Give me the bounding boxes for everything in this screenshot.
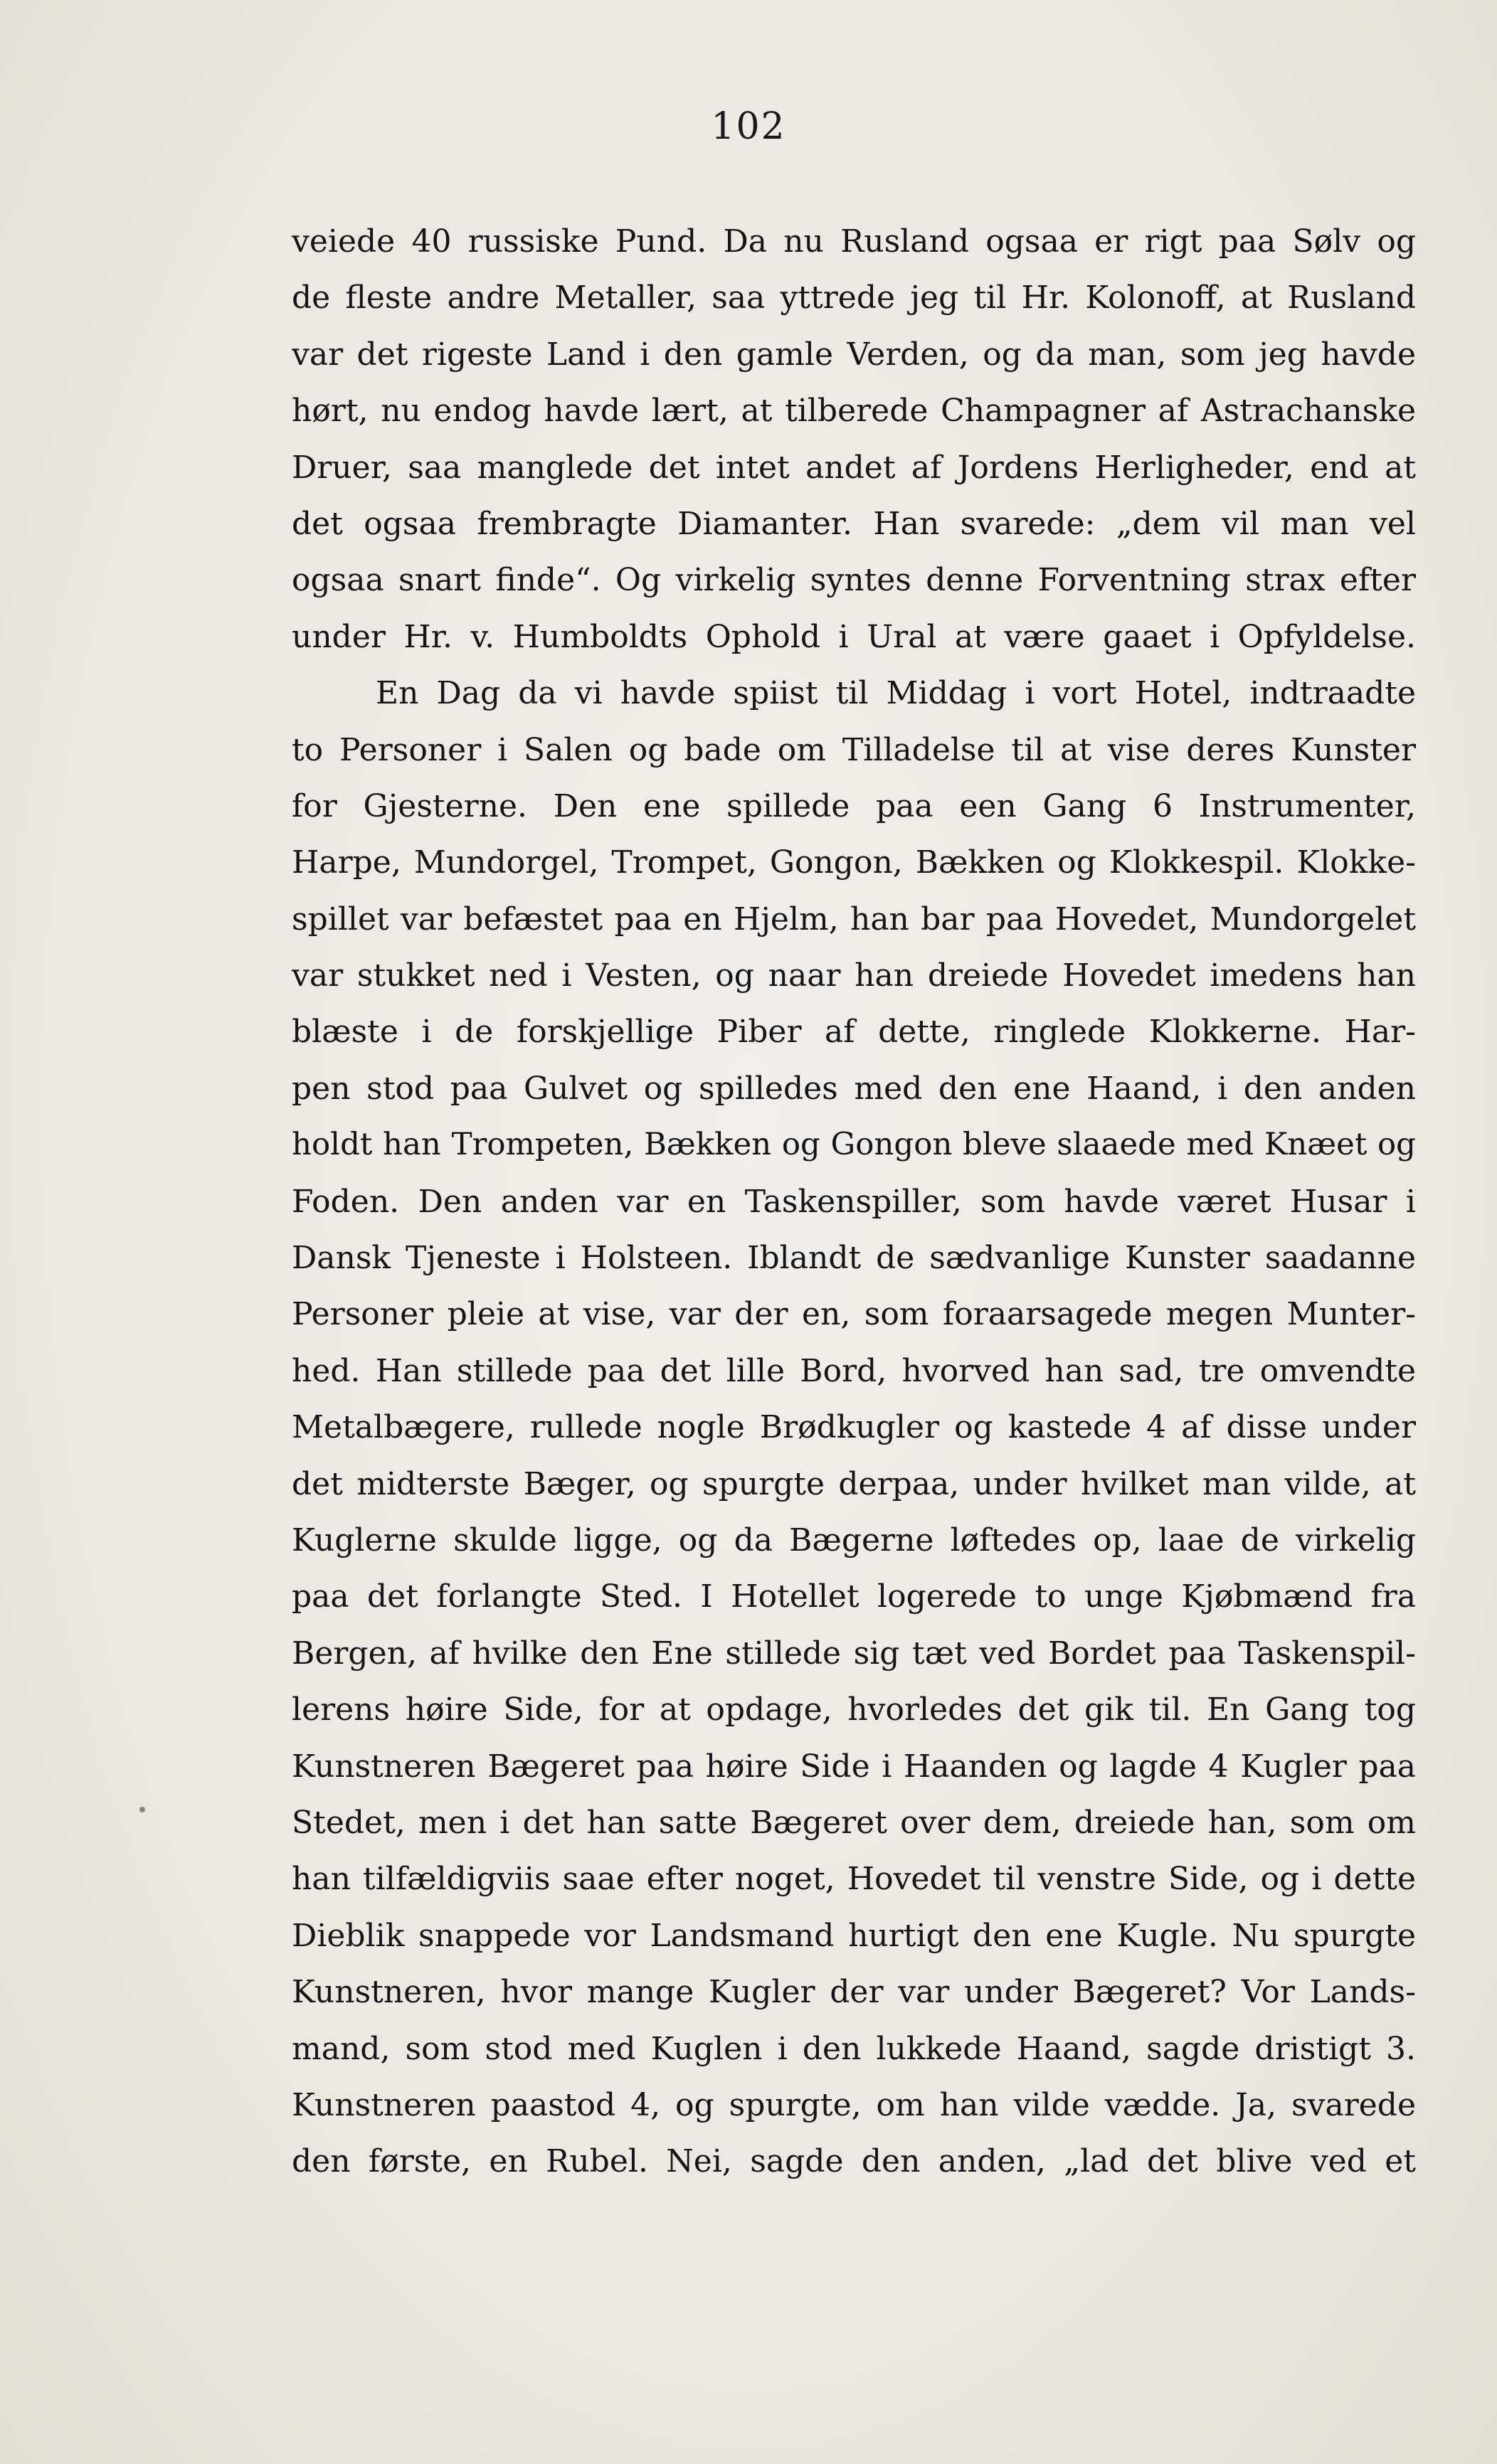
text-line: Druer, saa manglede det intet andet af Jordens Herligheder, end at xyxy=(292,449,1416,486)
text-line: ogsaa snart finde“. Og virkelig syntes denne Forventning strax efter xyxy=(292,562,1416,599)
text-line: spillet var befæstet paa en Hjelm, han bar paa Hovedet, Mundorgelet xyxy=(292,901,1416,938)
text-line: han tilfældigviis saae efter noget, Hovedet til venstre Side, og i dette xyxy=(292,1861,1416,1898)
text-line: under Hr. v. Humboldts Ophold i Ural at være gaaet i Opfyldelse. xyxy=(292,618,1416,655)
text-line: den første, en Rubel. Nei, sagde den anden, „lad det blive ved et xyxy=(292,2143,1416,2180)
text-line: Kuglerne skulde ligge, og da Bægerne løftedes op, laae de virkelig xyxy=(292,1522,1416,1558)
text-line: paa det forlangte Sted. I Hotellet logerede to unge Kjøbmænd fra xyxy=(292,1578,1416,1615)
text-line: det ogsaa frembragte Diamanter. Han svarede: „dem vil man vel xyxy=(292,505,1416,542)
text-line: veiede 40 russiske Pund. Da nu Rusland ogsaa er rigt paa Sølv og xyxy=(292,223,1416,260)
text-line: Dansk Tjeneste i Holsteen. Iblandt de sædvanlige Kunster saadanne xyxy=(292,1240,1416,1277)
text-line: Kunstneren paastod 4, og spurgte, om han vilde vædde. Ja, svarede xyxy=(292,2086,1416,2123)
text-line: blæste i de forskjellige Piber af dette, ringlede Klokkerne. Har- xyxy=(292,1014,1416,1051)
text-line: En Dag da vi havde spiist til Middag i vort Hotel, indtraadte xyxy=(376,675,1416,712)
text-line: Kunstneren Bægeret paa høire Side i Haanden og lagde 4 Kugler paa xyxy=(292,1748,1416,1785)
text-line: hørt, nu endog havde lært, at tilberede Champagner af Astrachanske xyxy=(292,393,1416,430)
text-line: pen stod paa Gulvet og spilledes med den ene Haand, i den anden xyxy=(292,1070,1416,1107)
text-line: hed. Han stillede paa det lille Bord, hvorved han sad, tre omvendte xyxy=(292,1352,1416,1389)
text-line: holdt han Trompeten, Bækken og Gongon bleve slaaede med Knæet og xyxy=(292,1127,1416,1163)
text-line: lerens høire Side, for at opdage, hvorledes det gik til. En Gang tog xyxy=(292,1692,1416,1728)
text-line: to Personer i Salen og bade om Tilladelse til at vise deres Kunster xyxy=(292,731,1416,768)
body-text xyxy=(292,213,1416,2190)
text-line: det midterste Bæger, og spurgte derpaa, under hvilket man vilde, at xyxy=(292,1465,1416,1502)
text-line: Stedet, men i det han satte Bægeret over dem, dreiede han, som om xyxy=(292,1804,1416,1841)
text-line: for Gjesterne. Den ene spillede paa een Gang 6 Instrumenter, xyxy=(292,787,1416,824)
text-line: Kunstneren, hvor mange Kugler der var under Bægeret? Vor Lands- xyxy=(292,1974,1416,2011)
text-line: mand, som stod med Kuglen i den lukkede Haand, sagde dristigt 3. xyxy=(292,2030,1416,2067)
text-line: var det rigeste Land i den gamle Verden, og da man, som jeg havde xyxy=(292,336,1416,373)
text-line: Bergen, af hvilke den Ene stillede sig tæt ved Bordet paa Taskenspil- xyxy=(292,1635,1416,1672)
text-line: var stukket ned i Vesten, og naar han dreiede Hovedet imedens han xyxy=(292,957,1416,994)
page-number: 102 xyxy=(711,105,786,148)
text-line: de fleste andre Metaller, saa yttrede jeg til Hr. Kolonoff, at Rusland xyxy=(292,280,1416,317)
text-line: Foden. Den anden var en Taskenspiller, som havde været Husar i xyxy=(292,1183,1416,1220)
paper-speck xyxy=(139,1807,145,1812)
text-line: Personer pleie at vise, var der en, som foraarsagede megen Munter- xyxy=(292,1296,1416,1333)
text-line: Metalbægere, rullede nogle Brødkugler og kastede 4 af disse under xyxy=(292,1409,1416,1446)
text-line: Harpe, Mundorgel, Trompet, Gongon, Bækken og Klokkespil. Klokke- xyxy=(292,844,1416,881)
text-line: Dieblik snappede vor Landsmand hurtigt den ene Kugle. Nu spurgte xyxy=(292,1917,1416,1954)
